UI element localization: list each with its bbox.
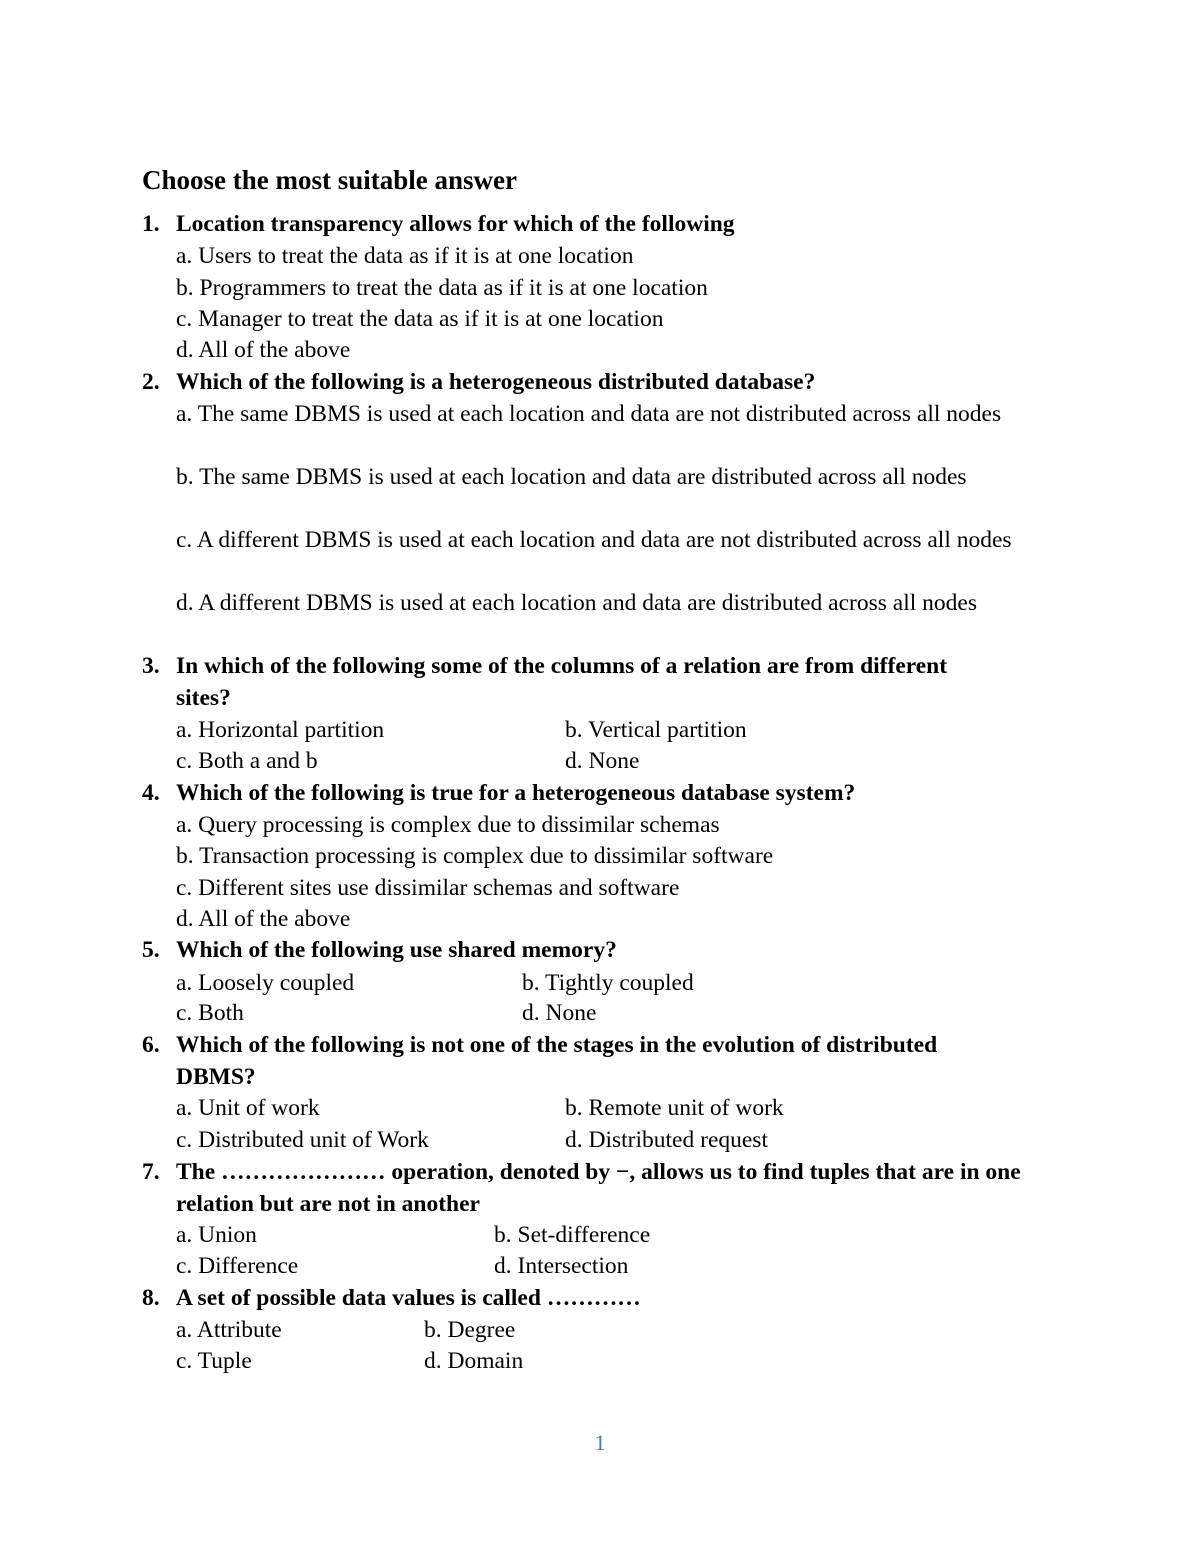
answer-option: b. The same DBMS is used at each location and data are distributed across all nodes bbox=[176, 464, 967, 490]
question-text: Which of the following is not one of the stages in the evolution of distributed DBMS? bbox=[176, 1032, 938, 1090]
answer-option: d. A different DBMS is used at each location and data are distributed across all nodes bbox=[176, 590, 977, 616]
answer-option: b. Set-difference bbox=[494, 1222, 651, 1248]
answer-option: c. A different DBMS is used at each location and data are not distributed across all nodes bbox=[176, 527, 1012, 553]
answer-option: a. Union bbox=[176, 1222, 257, 1248]
question-text: A set of possible data values is called ………… bbox=[176, 1285, 641, 1311]
answer-option: a. Users to treat the data as if it is at one location bbox=[176, 243, 634, 269]
question-text: The ………………… operation, denoted by −, allows us to find tuples that are in one relation but are not in another bbox=[176, 1159, 1021, 1217]
question-number: 2. bbox=[142, 369, 160, 395]
answer-option: d. None bbox=[522, 1000, 597, 1026]
answer-option: a. Unit of work bbox=[176, 1095, 320, 1121]
question-number: 3. bbox=[142, 653, 160, 679]
answer-option: a. The same DBMS is used at each location and data are not distributed across all nodes bbox=[176, 401, 1002, 427]
question-number: 7. bbox=[142, 1159, 160, 1185]
answer-option: c. Tuple bbox=[176, 1348, 252, 1374]
answer-option: c. Manager to treat the data as if it is at one location bbox=[176, 306, 664, 332]
question-number: 4. bbox=[142, 780, 160, 806]
question-text: In which of the following some of the columns of a relation are from different sites? bbox=[176, 653, 948, 711]
question-number: 1. bbox=[142, 211, 160, 237]
answer-option: c. Different sites use dissimilar schemas and software bbox=[176, 875, 680, 901]
answer-option: b. Transaction processing is complex due to dissimilar software bbox=[176, 843, 774, 869]
question-number: 5. bbox=[142, 937, 160, 963]
answer-option: a. Attribute bbox=[176, 1317, 282, 1343]
question-text: Which of the following is true for a heterogeneous database system? bbox=[176, 780, 856, 806]
answer-option: c. Both bbox=[176, 1000, 244, 1026]
question-number: 8. bbox=[142, 1285, 160, 1311]
answer-option: b. Degree bbox=[424, 1317, 516, 1343]
page-number: 1 bbox=[594, 1430, 606, 1455]
answer-option: c. Distributed unit of Work bbox=[176, 1127, 429, 1153]
page-heading: Choose the most suitable answer bbox=[142, 165, 517, 195]
question-text: Which of the following use shared memory? bbox=[176, 937, 617, 963]
answer-option: a. Loosely coupled bbox=[176, 970, 355, 996]
answer-option: d. Distributed request bbox=[565, 1127, 768, 1153]
answer-option: b. Vertical partition bbox=[565, 717, 747, 743]
question-number: 6. bbox=[142, 1032, 160, 1058]
answer-option: a. Horizontal partition bbox=[176, 717, 385, 743]
answer-option: a. Query processing is complex due to dissimilar schemas bbox=[176, 812, 720, 838]
answer-option: d. All of the above bbox=[176, 906, 351, 932]
answer-option: d. Intersection bbox=[494, 1253, 629, 1279]
answer-option: d. All of the above bbox=[176, 337, 351, 363]
question-text: Which of the following is a heterogeneous distributed database? bbox=[176, 369, 816, 395]
answer-option: d. Domain bbox=[424, 1348, 524, 1374]
answer-option: c. Both a and b bbox=[176, 748, 318, 774]
answer-option: b. Programmers to treat the data as if it is at one location bbox=[176, 275, 708, 301]
question-text: Location transparency allows for which of the following bbox=[176, 211, 735, 237]
answer-option: d. None bbox=[565, 748, 640, 774]
answer-option: b. Tightly coupled bbox=[522, 970, 694, 996]
answer-option: c. Difference bbox=[176, 1253, 299, 1279]
answer-option: b. Remote unit of work bbox=[565, 1095, 784, 1121]
